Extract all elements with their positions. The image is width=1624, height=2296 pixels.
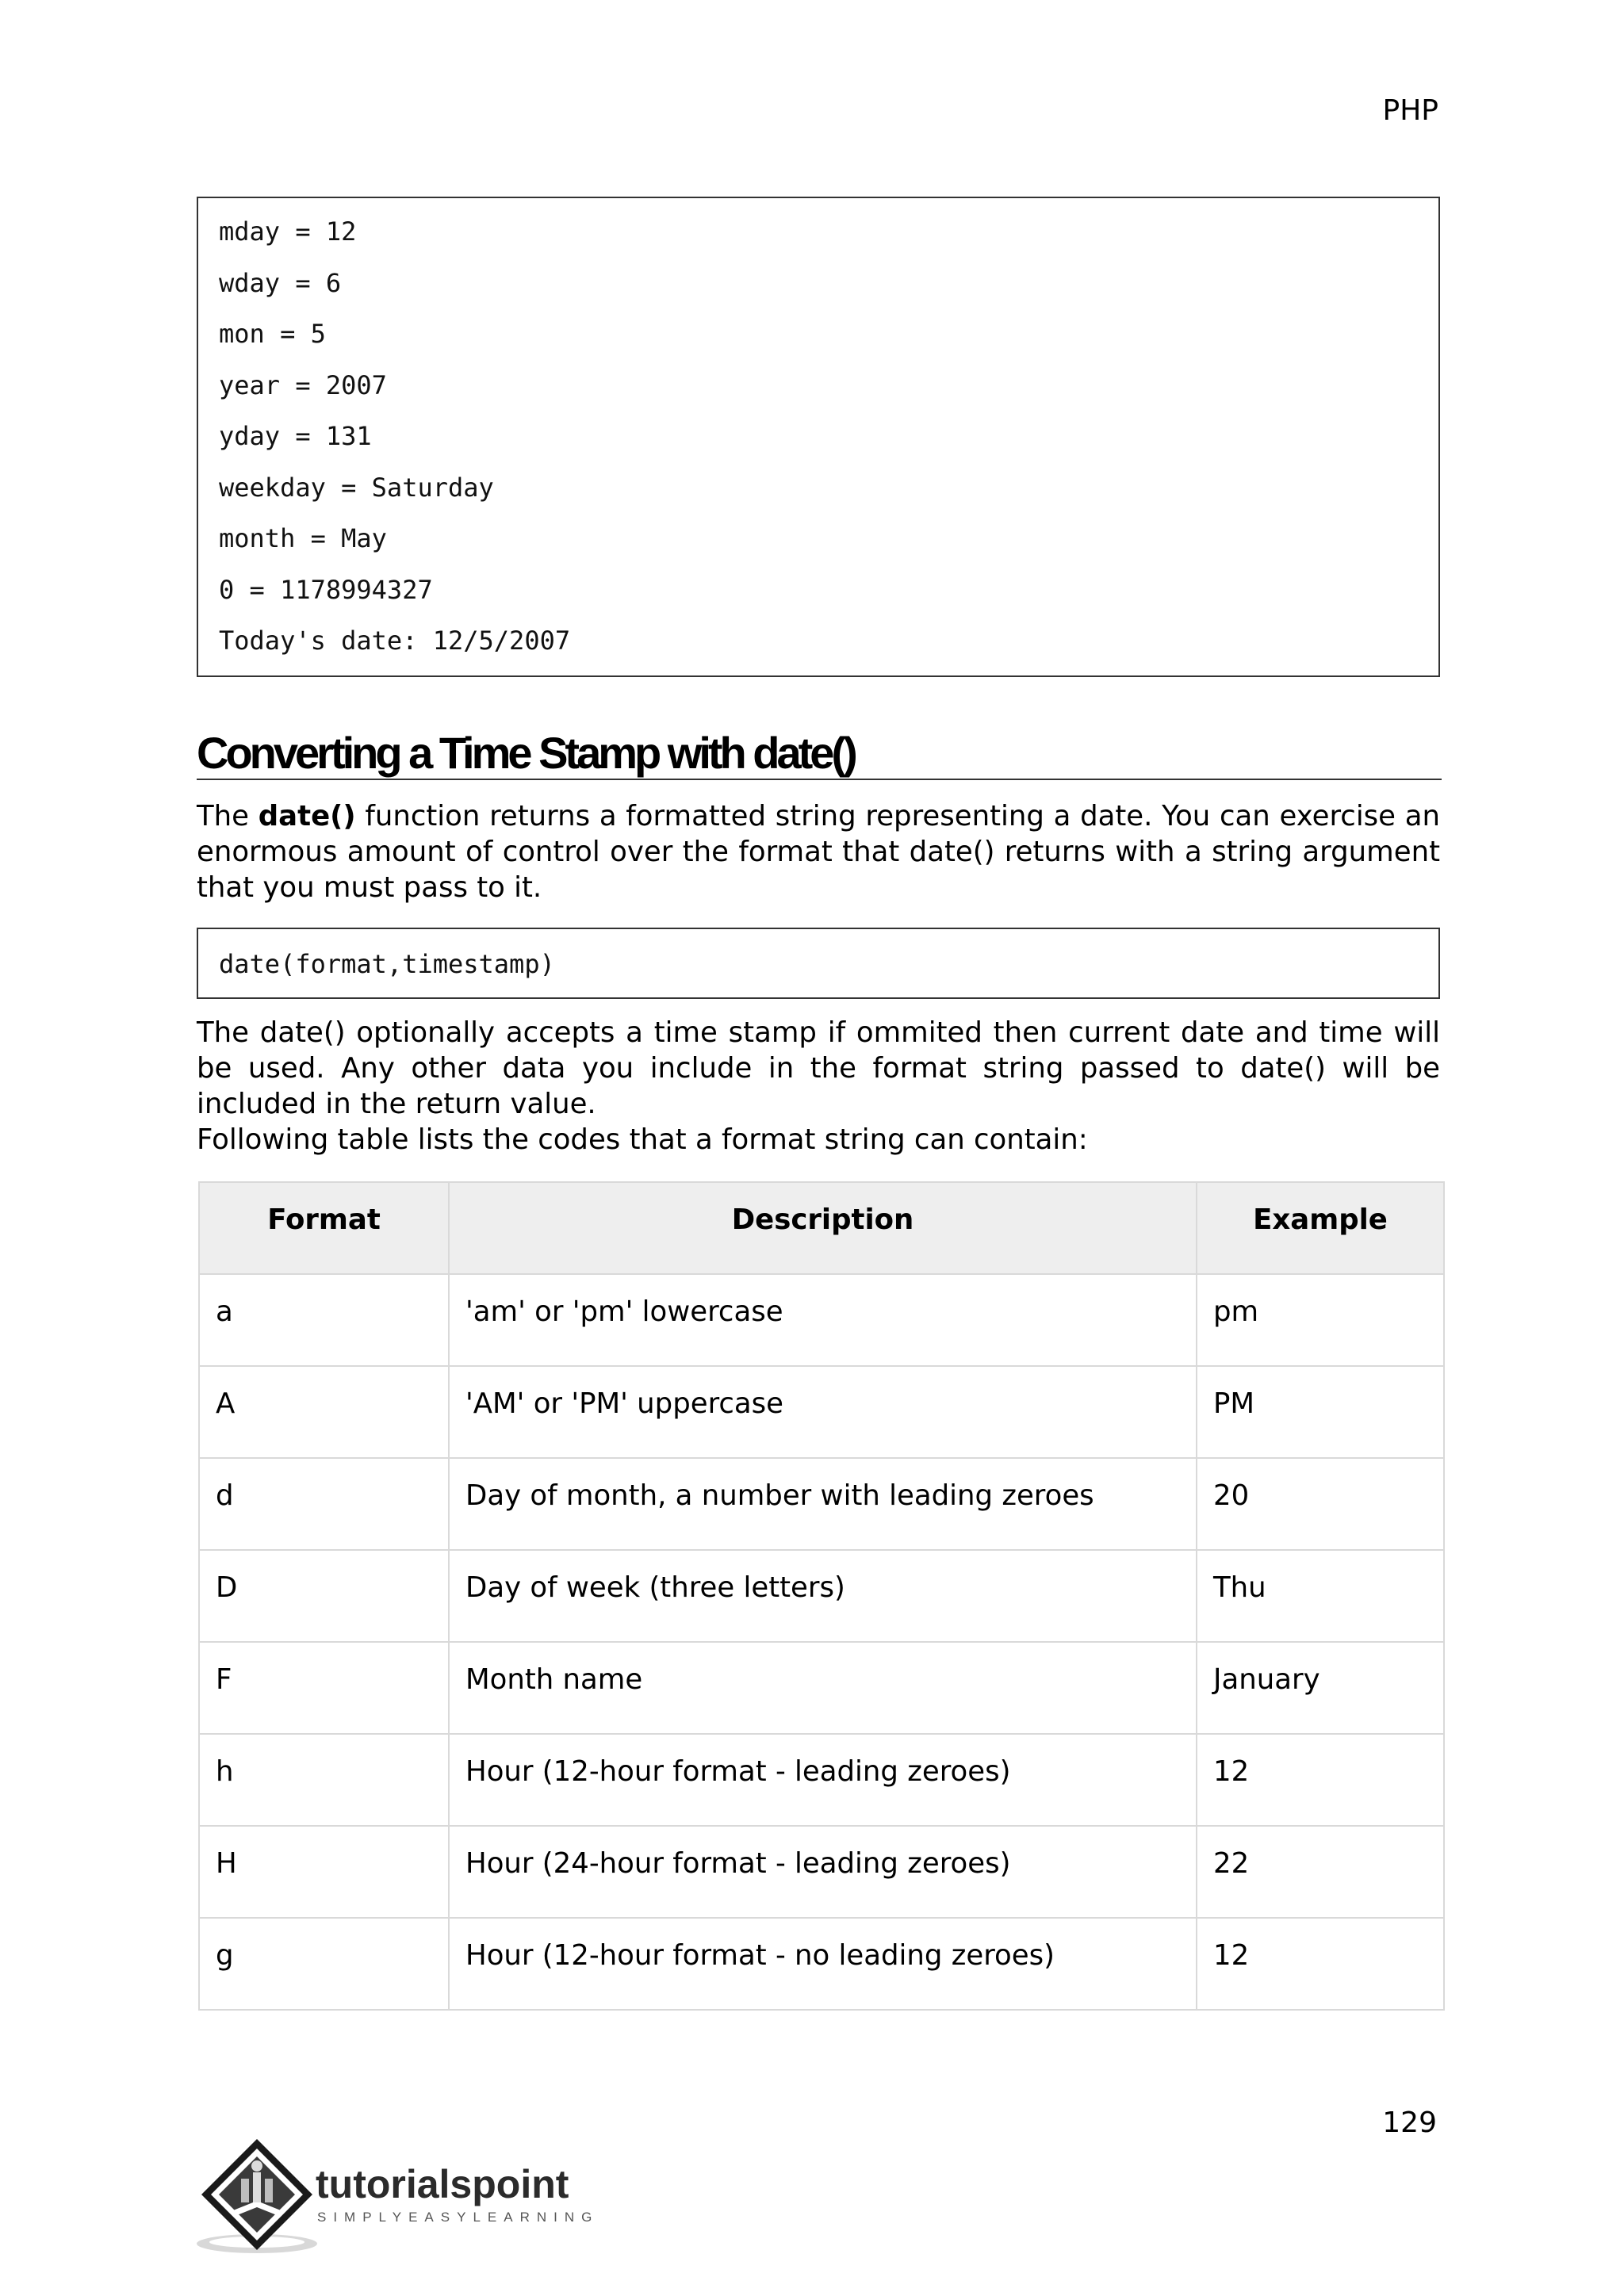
format-cell: a [199,1274,449,1366]
example-cell: 20 [1197,1458,1444,1550]
format-cell: d [199,1458,449,1550]
syntax-code-block: date(format,timestamp) [197,928,1440,999]
table-row [199,1734,1444,1826]
code-line: 0 = 1178994327 [219,574,433,605]
description-cell: Day of week (three letters) [449,1550,1197,1642]
example-cell: pm [1197,1274,1444,1366]
code-line: yday = 131 [219,421,372,451]
table-row [199,1458,1444,1550]
code-line: weekday = Saturday [219,472,494,503]
description-cell: 'am' or 'pm' lowercase [449,1274,1197,1366]
logo-wordmark: tutorialspoint [316,2162,569,2206]
output-code-block [197,197,1440,677]
table-intro-paragraph: Following table lists the codes that a format string can contain: [197,1123,1088,1156]
format-cell: D [199,1550,449,1642]
table-row [199,1918,1444,2010]
code-line: mday = 12 [219,216,357,247]
details-paragraph: The date() optionally accepts a time stamp if ommited then current date and time will be used. Any other data you include in the format string passed to date() will be included in the return value. [197,1016,1440,1120]
table-header-row [199,1182,1444,1274]
format-cell: H [199,1826,449,1918]
table-row [199,1366,1444,1458]
table-row [199,1826,1444,1918]
logo-tagline: SIMPLYEASYLEARNING [317,2210,599,2225]
format-cell: h [199,1734,449,1826]
intro-paragraph [197,798,1440,905]
table-row [199,1274,1444,1366]
example-cell: 12 [1197,1734,1444,1826]
format-cell: g [199,1918,449,2010]
example-cell: PM [1197,1366,1444,1458]
code-line: mon = 5 [219,319,326,349]
description-cell: Month name [449,1642,1197,1734]
intro-text-start: The [197,800,259,832]
section-heading: Converting a Time Stamp with date() [197,721,1442,780]
table-row [199,1642,1444,1734]
tutorialspoint-logo [195,2133,607,2260]
description-cell: 'AM' or 'PM' uppercase [449,1366,1197,1458]
format-cell: A [199,1366,449,1458]
header-example: Example [1197,1182,1444,1274]
description-cell: Hour (24-hour format - leading zeroes) [449,1826,1197,1918]
code-line: month = May [219,523,387,553]
description-cell: Hour (12-hour format - leading zeroes) [449,1734,1197,1826]
header-description: Description [449,1182,1197,1274]
code-line: Today's date: 12/5/2007 [219,626,571,656]
intro-text-end: function returns a formatted string representing a date. You can exercise an enormous amount of control over the format that date() returns with a string argument that you must pass to it. [197,800,1440,904]
format-codes-table [198,1181,1445,2011]
example-cell: 12 [1197,1918,1444,2010]
example-cell: 22 [1197,1826,1444,1918]
example-cell: January [1197,1642,1444,1734]
code-line: year = 2007 [219,369,387,400]
header-format: Format [199,1182,449,1274]
page-number: 129 [1382,2107,1437,2139]
table-row [199,1550,1444,1642]
example-cell: Thu [1197,1550,1444,1642]
running-header: PHP [1382,94,1438,127]
description-cell: Hour (12-hour format - no leading zeroes) [449,1918,1197,2010]
code-line: wday = 6 [219,267,342,298]
function-name: date() [258,800,356,832]
description-cell: Day of month, a number with leading zeroes [449,1458,1197,1550]
format-cell: F [199,1642,449,1734]
